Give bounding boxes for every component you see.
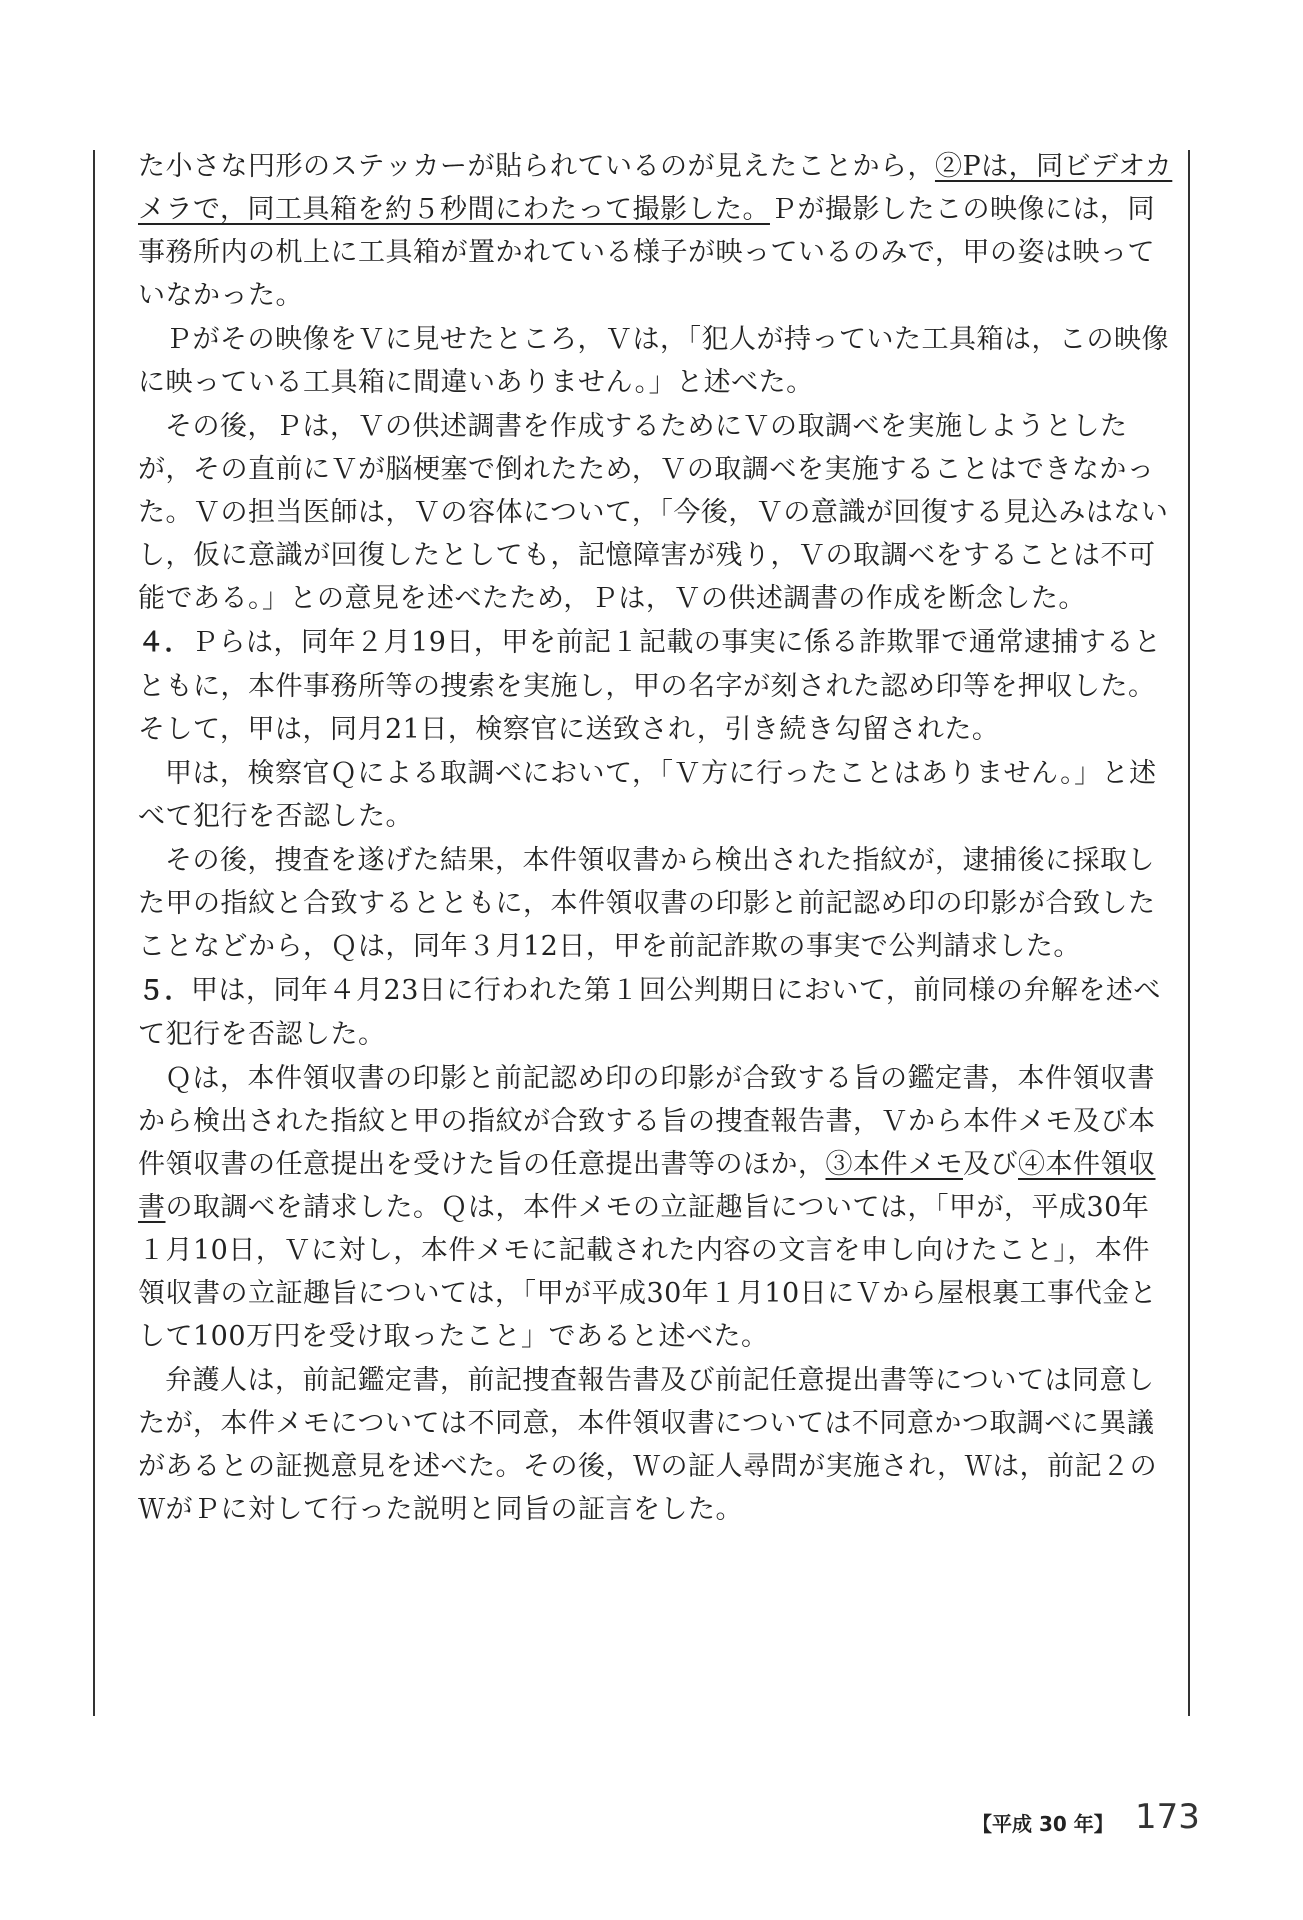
paragraph-1-text-before: た小さな円形のステッカーが貼られているのが見えたことから， <box>138 151 935 182</box>
paragraph-8-conjunction: 及び <box>963 1149 1018 1180</box>
problem-text <box>138 145 1174 1532</box>
section-4-text: Ｐらは，同年２月19日，甲を前記１記載の事実に係る詐欺罪で通常逮捕するとともに，本件事務所等の捜索を実施し，甲の名字が刻された認め印等を押収した。そして，甲は，同月21日，検察官に送致され，引き続き勾留された。 <box>138 627 1162 745</box>
underlined-passage-2: ②Pは，同ビデオカメラで，同工具箱を約５秒間にわたって撮影した。 <box>138 151 1173 225</box>
paragraph-5: 甲は，検察官Ｑによる取調べにおいて，「Ｖ方に行ったことはありません。」と述べて犯行を否認した。 <box>138 758 1157 832</box>
section-number-4: ４． <box>138 628 192 658</box>
paragraph-2: Ｐがその映像をＶに見せたところ，Ｖは，「犯人が持っていた工具箱は，この映像に映っている工具箱に間違いありません。」と述べた。 <box>138 324 1169 398</box>
paragraph-1 <box>138 145 1174 317</box>
paragraph-3: その後，Ｐは，Ｖの供述調書を作成するためにＶの取調べを実施しようとしたが，その直前にＶが脳梗塞で倒れたため，Ｖの取調べを実施することはできなかった。Ｖの担当医師は，Ｖの容体について，「今後，Ｖの意識が回復する見込みはないし，仮に意識が回復したとしても，記憶障害が残り，Ｖの取調べをすることは不可能である。」との意見を述べたため，Ｐは，Ｖの供述調書の作成を断念した。 <box>138 411 1169 614</box>
underlined-passage-3: ③本件メモ <box>825 1149 963 1180</box>
section-number-5: ５． <box>138 976 192 1006</box>
left-frame-line <box>93 150 95 1716</box>
paragraph-1-text-after: Ｐが撮影したこの映像には，同事務所内の机上に工具箱が置かれている様子が映っているのみで，甲の姿は映っていなかった。 <box>138 194 1155 311</box>
paragraph-6: その後，捜査を遂げた結果，本件領収書から検出された指紋が，逮捕後に採取した甲の指紋と合致するとともに，本件領収書の印影と前記認め印の印影が合致したことなどから，Ｑは，同年３月12日，甲を前記詐欺の事実で公判請求した。 <box>138 845 1156 962</box>
section-4 <box>138 621 1174 751</box>
section-5-text: 甲は，同年４月23日に行われた第１回公判期日において，前同様の弁解を述べて犯行を否認した。 <box>138 975 1161 1050</box>
footer-year-label: 【平成 30 年】 <box>972 1812 1114 1836</box>
paragraph-9: 弁護人は，前記鑑定書，前記捜査報告書及び前記任意提出書等については同意したが，本件メモについては不同意，本件領収書については不同意かつ取調べに異議があるとの証拠意見を述べた。その後，Ｗの証人尋問が実施され，Ｗは，前記２のＷがＰに対して行った説明と同旨の証言をした。 <box>138 1365 1158 1525</box>
underlined-passage-4: ④本件領収書 <box>138 1149 1156 1223</box>
paragraph-8-text-after: の取調べを請求した。Ｑは，本件メモの立証趣旨については，「甲が，平成30年１月10日，Ｖに対し，本件メモに記載された内容の文言を申し向けたこと」，本件領収書の立証趣旨については，「甲が平成30年１月10日にＶから屋根裏工事代金として100万円を受け取ったこと」であると述べた。 <box>138 1192 1158 1352</box>
paragraph-8-text-before: Ｑは，本件領収書の印影と前記認め印の印影が合致する旨の鑑定書，本件領収書から検出された指紋と甲の指紋が合致する旨の捜査報告書，Ｖから本件メモ及び本件領収書の任意提出を受けた旨の任意提出書等のほか， <box>138 1063 1156 1180</box>
section-5 <box>138 969 1174 1056</box>
paragraph-8 <box>138 1057 1174 1358</box>
right-frame-line <box>1188 150 1190 1716</box>
page-number: 173 <box>1135 1797 1200 1837</box>
